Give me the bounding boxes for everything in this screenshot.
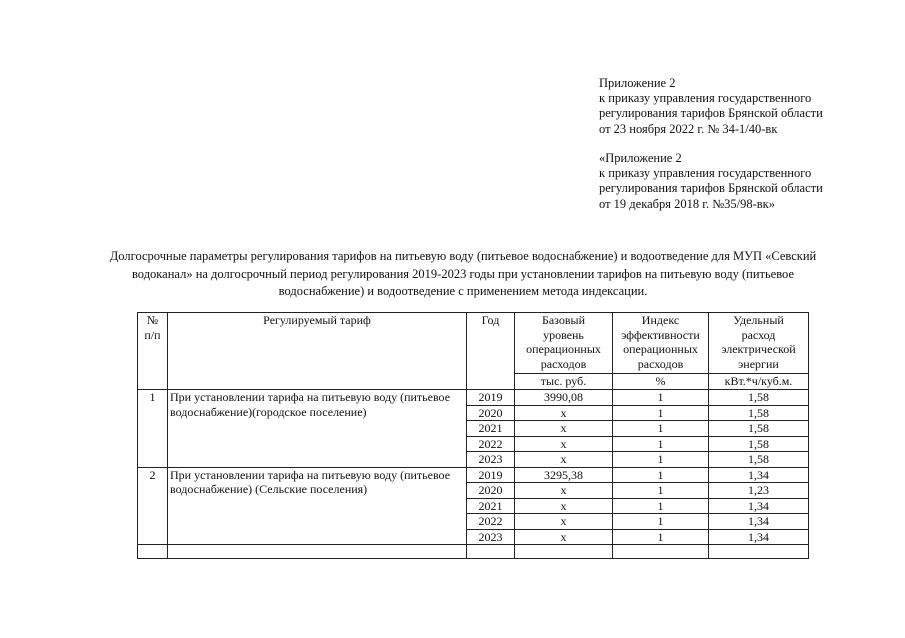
table-row [138, 390, 809, 406]
unit-efficiency-index: % [613, 374, 709, 390]
header-line: расход [741, 327, 776, 342]
header-line: эффективности [621, 327, 700, 342]
header-num-line: п/п [144, 327, 161, 342]
cell-base: x [515, 436, 613, 452]
cell-year: 2019 [467, 467, 515, 483]
cell-index: 1 [613, 483, 709, 499]
header-line: расходов [637, 356, 684, 371]
cell-energy: 1,58 [709, 436, 809, 452]
cell-year: 2023 [467, 452, 515, 468]
empty-cell [138, 545, 168, 559]
cell-base: 3295,38 [515, 467, 613, 483]
title-line: водоснабжение) и водоотведение с применением метода индексации. [278, 284, 648, 298]
cell-base: x [515, 529, 613, 545]
tariff-name: При установлении тарифа на питьевую воду (питьевое водоснабжение)(городское поселение) [168, 390, 467, 468]
row-number: 1 [138, 390, 168, 468]
cell-energy: 1,34 [709, 514, 809, 530]
cell-year: 2021 [467, 421, 515, 437]
empty-cell [613, 545, 709, 559]
cell-index: 1 [613, 390, 709, 406]
appendix-line: Приложение 2 [599, 76, 676, 90]
header-line: электрической [721, 342, 796, 356]
header-efficiency-index [613, 313, 709, 374]
header-line: операционных [526, 342, 601, 356]
cell-index: 1 [613, 436, 709, 452]
appendix-line: от 23 ноября 2022 г. № 34-1/40-вк [599, 121, 778, 136]
appendix-line: регулирования тарифов Брянской области [599, 106, 823, 121]
cell-year: 2019 [467, 390, 515, 406]
cell-base: x [515, 483, 613, 499]
cell-index: 1 [613, 421, 709, 437]
cell-energy: 1,58 [709, 452, 809, 468]
cell-energy: 1,23 [709, 483, 809, 499]
cell-year: 2020 [467, 483, 515, 499]
cell-energy: 1,58 [709, 390, 809, 406]
appendix-line: к приказу управления государственного [599, 166, 812, 181]
cell-energy: 1,34 [709, 498, 809, 514]
cell-year: 2022 [467, 436, 515, 452]
appendix-note-current [599, 76, 823, 137]
header-base-cost [515, 313, 613, 374]
empty-cell [467, 545, 515, 559]
header-row [138, 313, 809, 374]
title-line: водоканал» на долгосрочный период регулирования 2019-2023 годы при установлении тарифов на питьевую воду (питьевое [131, 266, 795, 281]
header-line: энергии [738, 356, 779, 371]
table-row [138, 467, 809, 483]
cell-year: 2021 [467, 498, 515, 514]
tariff-parameters-table [137, 312, 809, 559]
cell-base: x [515, 498, 613, 514]
empty-row [138, 545, 809, 559]
header-line: уровень [543, 327, 584, 342]
cell-index: 1 [613, 498, 709, 514]
header-line: Индекс [641, 313, 680, 327]
cell-base: x [515, 514, 613, 530]
title-line: Долгосрочные параметры регулирования тарифов на питьевую воду (питьевое водоснабжение) и водоотведение для МУП «Севский [109, 249, 817, 263]
row-number: 2 [138, 467, 168, 545]
header-energy-consumption [709, 313, 809, 374]
cell-index: 1 [613, 467, 709, 483]
cell-energy: 1,34 [709, 467, 809, 483]
header-line: Базовый [541, 313, 586, 327]
unit-energy: кВт.*ч/куб.м. [709, 374, 809, 390]
appendix-line: от 19 декабря 2018 г. №35/98-вк» [599, 196, 776, 211]
appendix-line: «Приложение 2 [599, 151, 682, 165]
tariff-name: При установлении тарифа на питьевую воду (питьевое водоснабжение) (Сельские поселения) [168, 467, 467, 545]
cell-energy: 1,34 [709, 529, 809, 545]
cell-index: 1 [613, 529, 709, 545]
cell-year: 2022 [467, 514, 515, 530]
appendix-line: к приказу управления государственного [599, 91, 812, 106]
cell-year: 2023 [467, 529, 515, 545]
appendix-line: регулирования тарифов Брянской области [599, 181, 823, 196]
cell-index: 1 [613, 514, 709, 530]
cell-base: 3990,08 [515, 390, 613, 406]
header-num [138, 313, 168, 390]
cell-base: x [515, 421, 613, 437]
header-line: операционных [623, 342, 698, 356]
header-line: расходов [540, 356, 587, 371]
cell-index: 1 [613, 405, 709, 421]
empty-cell [709, 545, 809, 559]
cell-energy: 1,58 [709, 421, 809, 437]
cell-base: x [515, 405, 613, 421]
appendix-note-original [599, 151, 823, 212]
empty-cell [515, 545, 613, 559]
cell-index: 1 [613, 452, 709, 468]
cell-year: 2020 [467, 405, 515, 421]
document-title [96, 248, 830, 301]
cell-base: x [515, 452, 613, 468]
empty-cell [168, 545, 467, 559]
unit-base-cost: тыс. руб. [515, 374, 613, 390]
header-line: Удельный [733, 313, 784, 327]
header-num-line: № [146, 313, 159, 327]
header-year: Год [467, 313, 515, 390]
cell-energy: 1,58 [709, 405, 809, 421]
header-tariff: Регулируемый тариф [168, 313, 467, 390]
